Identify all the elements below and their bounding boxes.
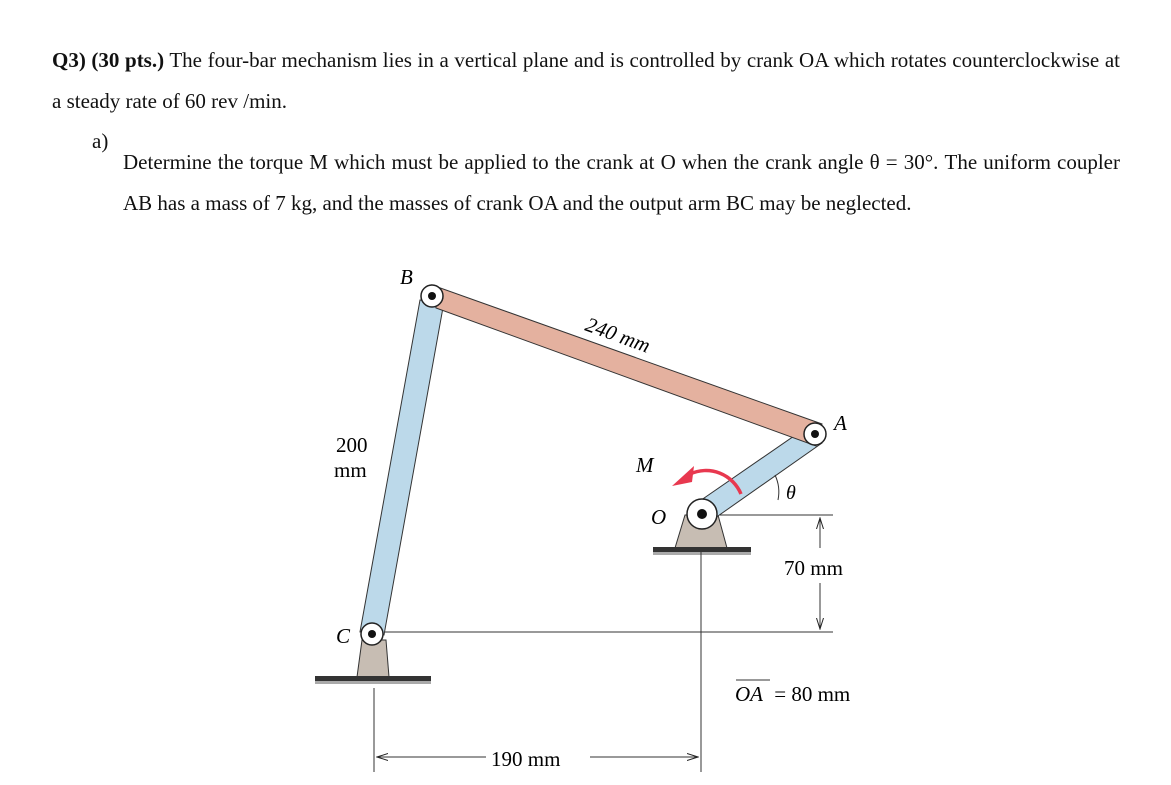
question-number: Q3) xyxy=(52,48,86,72)
ground-line-C xyxy=(315,676,431,681)
label-M: M xyxy=(636,453,654,477)
ground-C xyxy=(315,640,431,684)
pin-B xyxy=(421,285,443,307)
dim-OA-value: = 80 mm xyxy=(769,682,851,706)
coupler-AB xyxy=(432,285,822,446)
dim-vertical: 70 mm xyxy=(784,556,843,580)
dimension-lines xyxy=(374,449,833,772)
dim-horizontal: 190 mm xyxy=(491,747,561,771)
pin-C xyxy=(361,623,383,645)
label-B: B xyxy=(400,265,413,289)
question-points: (30 pts.) xyxy=(91,48,165,72)
label-theta: θ xyxy=(786,482,796,504)
dim-BC-line2: mm xyxy=(334,458,367,482)
part-a-label: a) xyxy=(92,129,109,153)
question-body: The four-bar mechanism lies in a vertical plane and is controlled by crank OA which rotates counterclockwise at a steady rate of 60 rev /min. xyxy=(52,48,1120,113)
theta-arc xyxy=(775,475,779,500)
label-O: O xyxy=(651,505,667,529)
part-a-text: Determine the torque M which must be applied to the crank at O when the crank angle θ = 30°. The uniform coupler AB has a mass of 7 kg, and the masses of crank OA and the output arm BC may be neglected. xyxy=(123,150,1120,215)
dim-AB: 240 mm xyxy=(582,312,654,358)
pin-O xyxy=(687,499,717,529)
pin-A xyxy=(804,423,826,445)
dim-OA-label: OA xyxy=(735,682,763,706)
output-arm-BC xyxy=(360,300,444,635)
ground-line-O xyxy=(653,547,751,552)
dim-BC-line1: 200 xyxy=(336,433,368,457)
label-A: A xyxy=(834,411,847,435)
label-C: C xyxy=(336,624,351,648)
